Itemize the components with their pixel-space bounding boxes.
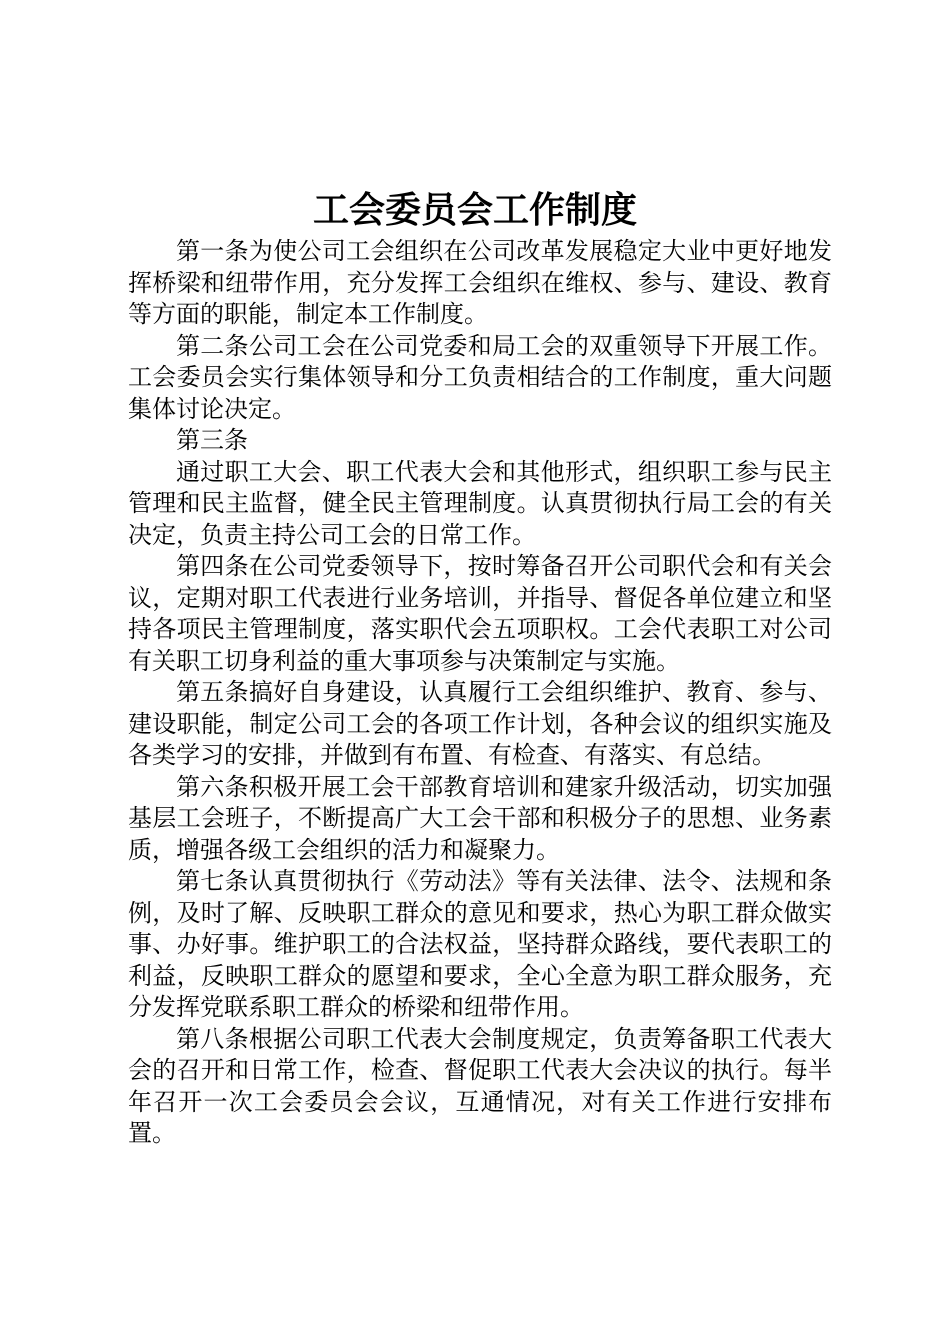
paragraph-article-4: 第四条在公司党委领导下，按时筹备召开公司职代会和有关会议，定期对职工代表进行业务培训，并指导、督促各单位建立和坚持各项民主管理制度，落实职代会五项职权。工会代表职工对公司有关职工切身利益的重大事项参与决策制定与实施。	[128, 552, 832, 675]
paragraph-article-3-heading: 第三条	[176, 426, 248, 454]
paragraph-article-2: 第二条公司工会在公司党委和局工会的双重领导下开展工作。工会委员会实行集体领导和分工负责相结合的工作制度，重大问题集体讨论决定。	[128, 331, 832, 423]
paragraph-article-8: 第八条根据公司职工代表大会制度规定，负责筹备职工代表大会的召开和日常工作，检查、督促职工代表大会决议的执行。每半年召开一次工会委员会会议，互通情况，对有关工作进行安排布置。	[128, 1024, 832, 1147]
paragraph-article-7: 第七条认真贯彻执行《劳动法》等有关法律、法令、法规和条例，及时了解、反映职工群众的意见和要求，热心为职工群众做实事、办好事。维护职工的合法权益，坚持群众路线，要代表职工的利益，反映职工群众的愿望和要求，全心全意为职工群众服务，充分发挥党联系职工群众的桥梁和纽带作用。	[128, 867, 832, 1021]
document-title: 工会委员会工作制度	[312, 189, 637, 231]
paragraph-article-6: 第六条积极开展工会干部教育培训和建家升级活动，切实加强基层工会班子，不断提高广大工会干部和积极分子的思想、业务素质，增强各级工会组织的活力和凝聚力。	[128, 772, 832, 864]
document-body	[128, 236, 832, 1150]
paragraph-article-3-body: 通过职工大会、职工代表大会和其他形式，组织职工参与民主管理和民主监督，健全民主管理制度。认真贯彻执行局工会的有关决定，负责主持公司工会的日常工作。	[128, 457, 832, 549]
paragraph-article-1: 第一条为使公司工会组织在公司改革发展稳定大业中更好地发挥桥梁和纽带作用，充分发挥工会组织在维权、参与、建设、教育等方面的职能，制定本工作制度。	[128, 237, 832, 328]
paragraph-article-5: 第五条搞好自身建设，认真履行工会组织维护、教育、参与、建设职能，制定公司工会的各项工作计划，各种会议的组织实施及各类学习的安排，并做到有布置、有检查、有落实、有总结。	[128, 678, 832, 769]
